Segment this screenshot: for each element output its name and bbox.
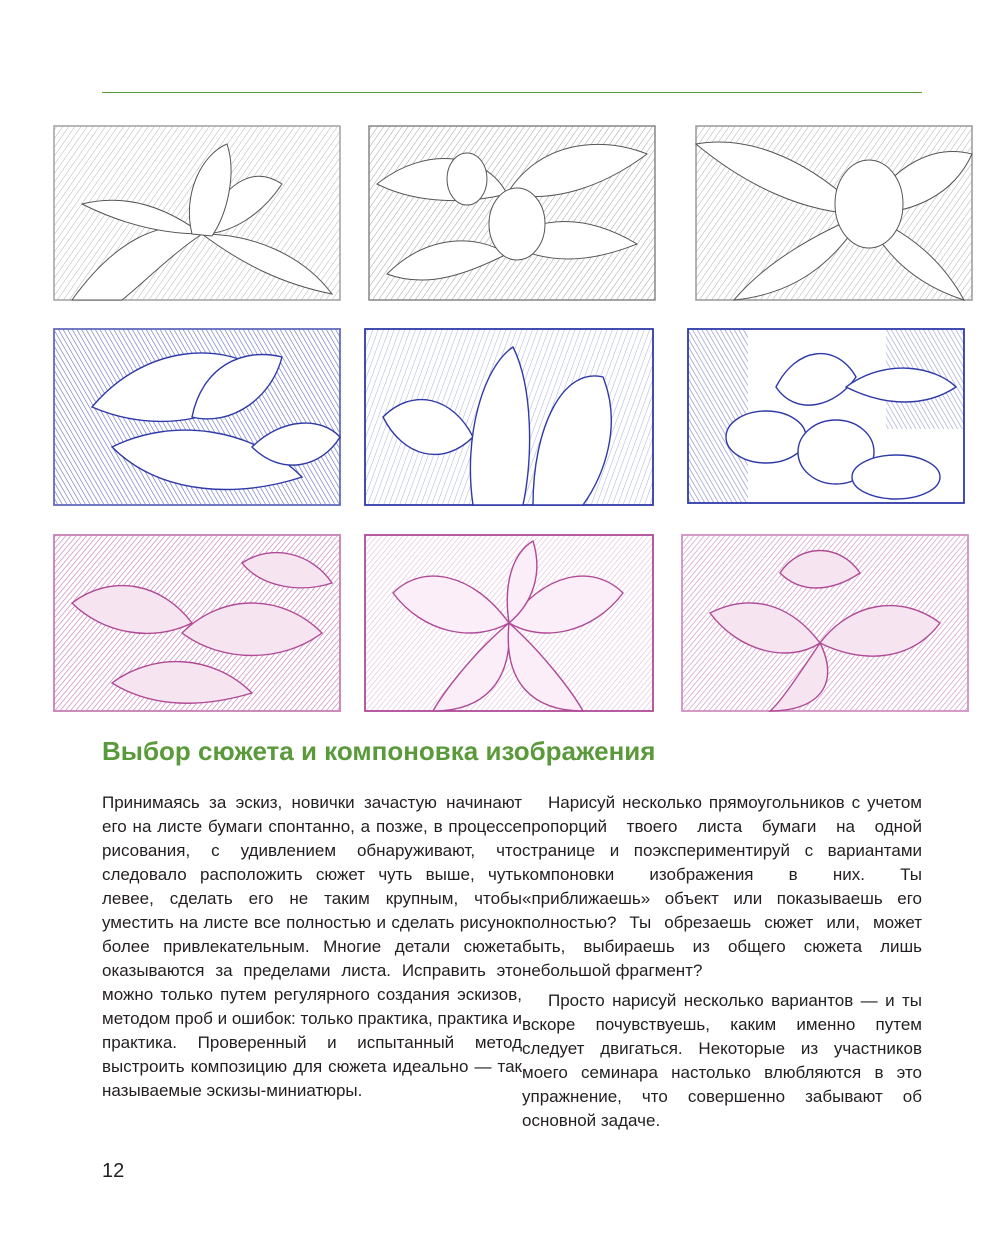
thumbnail-sketch-blue-3 bbox=[686, 327, 966, 505]
section-title: Выбор сюжета и компоновка изображения bbox=[102, 736, 656, 766]
paragraph: Просто нарисуй несколько вариантов — и ты вскоре почувствуешь, каким именно путем следует двигаться. Некоторые из участников моего семинара настолько влюбляются в это упражнение, что совершенно забывают об основной задаче. bbox=[522, 991, 922, 1130]
thumbnail-sketch-pink-1 bbox=[52, 533, 342, 713]
text-column-right bbox=[522, 791, 922, 1133]
thumbnail-sketch-pink-3 bbox=[680, 533, 970, 713]
thumbnail-sketch-graphite-3 bbox=[694, 124, 974, 302]
thumbnail-sketch-blue-1 bbox=[52, 327, 342, 507]
text-column-left bbox=[102, 791, 522, 1103]
thumbnail-sketch-graphite-1 bbox=[52, 124, 342, 302]
thumbnail-sketch-graphite-2 bbox=[367, 124, 657, 302]
paragraph: Принимаясь за эскиз, новички зачастую начинают его на листе бумаги спонтанно, а позже, в процессе рисования, с удивлением обнаруживают, что следовало расположить сюжет чуть выше, чуть левее, сделать его не таким крупным, чтобы уместить на листе все полностью и сделать рисунок более привлекательным. Многие детали сюжета оказываются за пределами листа. Исправить это можно только путем регулярного создания эскизов, методом проб и ошибок: только практика, практика и практика. Проверенный и испытанный метод выстроить композицию для сюжета идеально — так называемые эскизы-миниатюры. bbox=[102, 793, 523, 1100]
page-number: 12 bbox=[102, 1160, 125, 1182]
thumbnail-sketch-pink-2 bbox=[363, 533, 655, 713]
thumbnail-sketch-blue-2 bbox=[363, 327, 655, 507]
paragraph: Нарисуй несколько прямоугольников с учетом пропорций твоего листа бумаги на одной странице и поэкспериментируй с вариантами компоновки изображения в них. Ты «приближаешь» объект или показываешь его полностью? Ты обрезаешь сюжет или, может быть, выбираешь из общего сюжета лишь небольшой фрагмент? bbox=[522, 793, 922, 980]
